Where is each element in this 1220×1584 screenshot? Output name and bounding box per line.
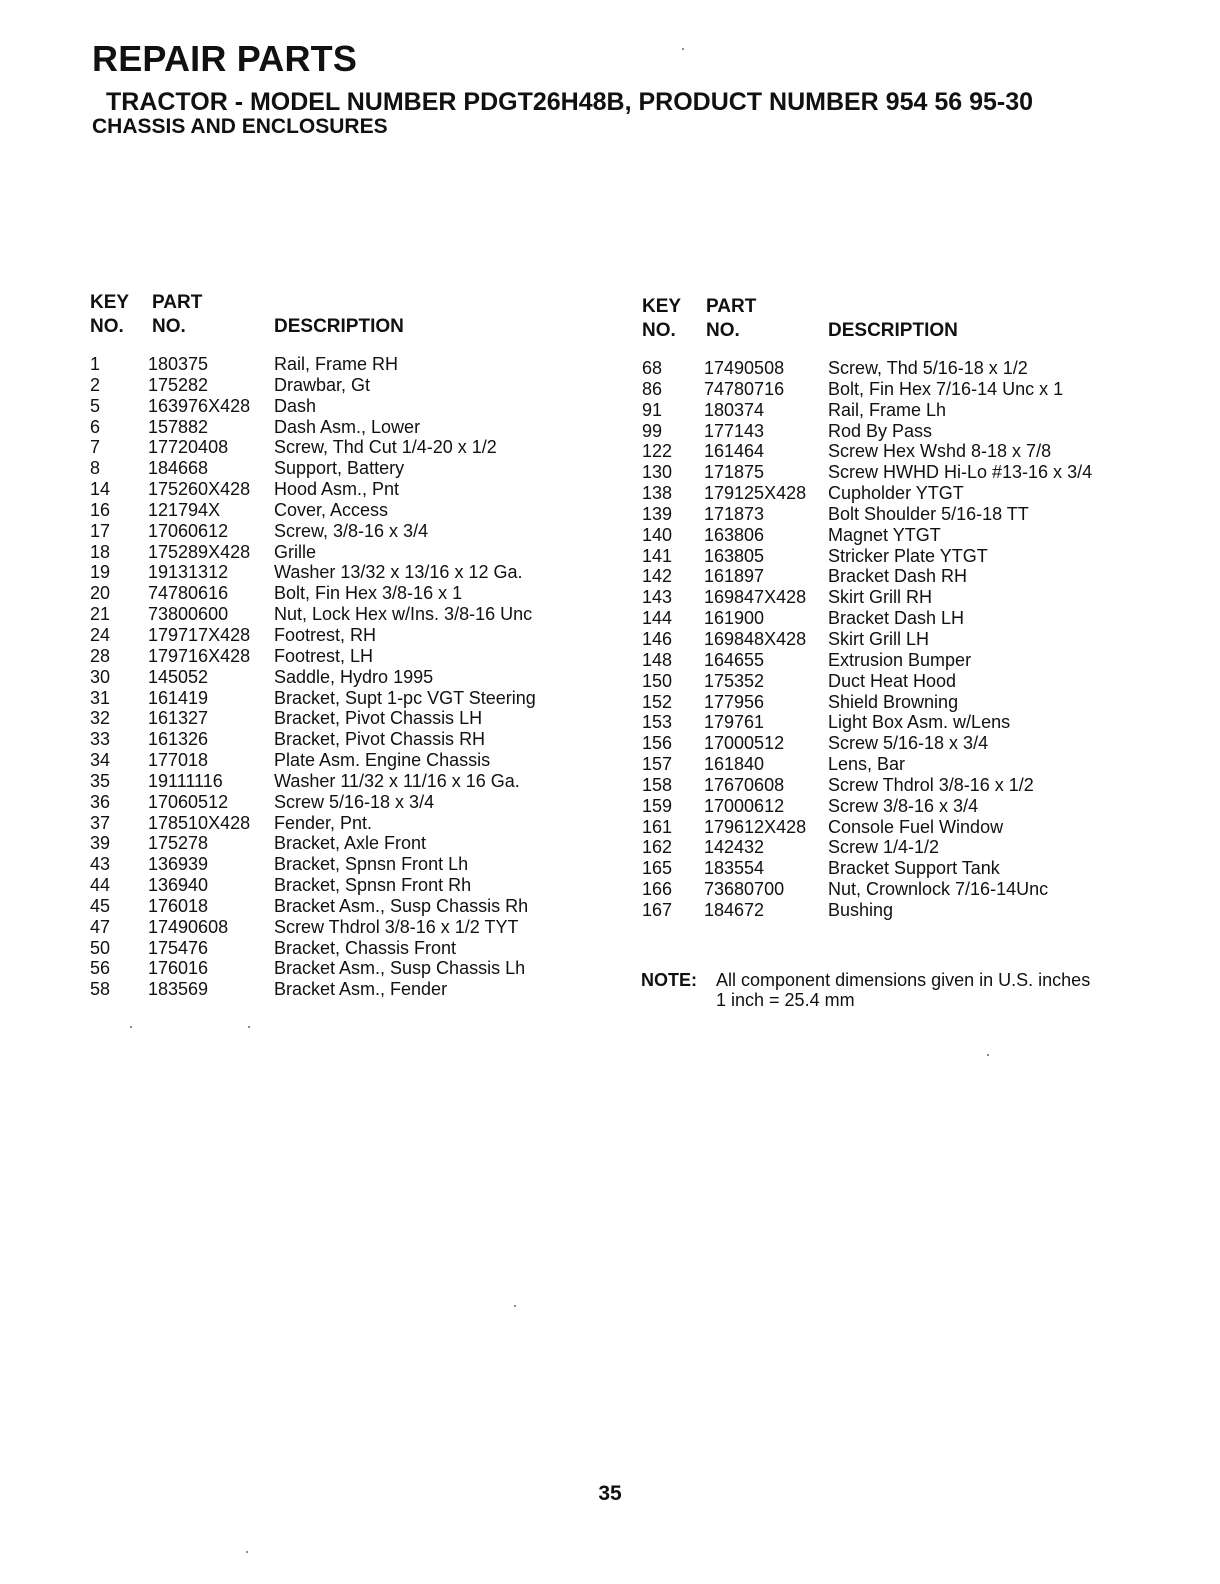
part-description: Dash xyxy=(274,395,317,416)
part-no: 121794X xyxy=(148,499,221,520)
part-no: 177956 xyxy=(704,691,765,712)
key-no: 2 xyxy=(90,374,101,395)
scan-speck xyxy=(246,1551,248,1553)
key-no: 50 xyxy=(90,937,111,958)
key-no: 152 xyxy=(642,691,673,712)
part-description: Fender, Pnt. xyxy=(274,812,373,833)
key-no: 158 xyxy=(642,774,673,795)
key-no: 86 xyxy=(642,378,663,399)
key-no: 140 xyxy=(642,524,673,545)
key-no: 8 xyxy=(90,458,101,479)
part-description: Nut, Crownlock 7/16-14Unc xyxy=(828,879,1049,900)
part-no: 175278 xyxy=(148,833,209,854)
part-no: 142432 xyxy=(704,837,765,858)
part-no: 136940 xyxy=(148,875,209,896)
part-description: Bushing xyxy=(828,899,894,920)
part-description: Support, Battery xyxy=(274,458,405,479)
part-no: 179717X428 xyxy=(148,624,251,645)
part-no: 179612X428 xyxy=(704,816,807,837)
part-description: Bracket, Supt 1-pc VGT Steering xyxy=(274,687,536,708)
part-description: Dash Asm., Lower xyxy=(274,416,421,437)
key-no: 19 xyxy=(90,562,111,583)
part-no: 171873 xyxy=(704,503,765,524)
part-no: 175476 xyxy=(148,937,209,958)
key-no: 21 xyxy=(90,604,111,625)
key-no: 36 xyxy=(90,791,111,812)
key-header-line2: NO. xyxy=(642,320,676,341)
part-description: Bolt, Fin Hex 7/16-14 Unc x 1 xyxy=(828,378,1064,399)
part-no: 161840 xyxy=(704,754,765,775)
note-line2: 1 inch = 25.4 mm xyxy=(716,990,855,1010)
part-no: 161419 xyxy=(148,687,209,708)
part-no: 183569 xyxy=(148,979,209,1000)
key-no: 99 xyxy=(642,420,663,441)
part-description: Bolt Shoulder 5/16-18 TT xyxy=(828,503,1029,524)
key-no: 138 xyxy=(642,483,673,504)
key-no: 157 xyxy=(642,754,673,775)
part-no: 161326 xyxy=(148,729,209,750)
part-no: 73680700 xyxy=(704,879,785,900)
part-description: Screw 5/16-18 x 3/4 xyxy=(274,791,435,812)
part-no: 19111116 xyxy=(148,770,223,791)
key-no: 58 xyxy=(90,979,111,1000)
part-no: 175352 xyxy=(704,670,765,691)
part-no: 179125X428 xyxy=(704,483,807,504)
key-no: 16 xyxy=(90,499,111,520)
part-description: Lens, Bar xyxy=(828,754,906,775)
part-no: 171875 xyxy=(704,462,765,483)
part-description: Bracket, Chassis Front xyxy=(274,937,457,958)
key-no: 7 xyxy=(90,437,101,458)
part-no: 184668 xyxy=(148,458,209,479)
part-description: Stricker Plate YTGT xyxy=(828,545,988,566)
part-description: Screw, Thd Cut 1/4-20 x 1/2 xyxy=(274,437,497,458)
part-no: 175282 xyxy=(148,374,209,395)
part-no: 161464 xyxy=(704,441,765,462)
key-no: 122 xyxy=(642,441,673,462)
part-no: 179716X428 xyxy=(148,645,251,666)
key-no: 143 xyxy=(642,587,673,608)
scan-speck xyxy=(987,1054,989,1056)
key-no: 31 xyxy=(90,687,111,708)
key-no: 33 xyxy=(90,729,111,750)
key-no: 148 xyxy=(642,649,673,670)
part-description: Screw 1/4-1/2 xyxy=(828,837,940,858)
part-no: 169848X428 xyxy=(704,628,807,649)
part-description: Cover, Access xyxy=(274,499,389,520)
key-no: 17 xyxy=(90,520,111,541)
part-no: 163805 xyxy=(704,545,765,566)
part-description: Drawbar, Gt xyxy=(274,374,371,395)
key-no: 162 xyxy=(642,837,673,858)
key-no: 146 xyxy=(642,628,673,649)
model-subtitle: TRACTOR - MODEL NUMBER PDGT26H48B, PRODUCT NUMBER 954 56 95-30 xyxy=(106,88,1034,116)
part-description: Extrusion Bumper xyxy=(828,649,972,670)
part-no: 17060612 xyxy=(148,520,229,541)
part-description: Hood Asm., Pnt xyxy=(274,479,400,500)
key-no: 44 xyxy=(90,875,111,896)
key-no: 156 xyxy=(642,733,673,754)
part-description: Bracket Asm., Susp Chassis Lh xyxy=(274,958,526,979)
part-description: Console Fuel Window xyxy=(828,816,1004,837)
part-header-line2: NO. xyxy=(706,320,740,341)
key-no: 45 xyxy=(90,895,111,916)
part-header-line1: PART xyxy=(706,296,757,317)
key-no: 166 xyxy=(642,879,673,900)
section-title: CHASSIS AND ENCLOSURES xyxy=(92,115,388,138)
part-description: Washer 11/32 x 11/16 x 16 Ga. xyxy=(274,770,520,791)
part-description: Bracket, Pivot Chassis RH xyxy=(274,729,486,750)
part-description: Bracket, Axle Front xyxy=(274,833,427,854)
part-no: 180374 xyxy=(704,399,765,420)
part-description: Bracket, Pivot Chassis LH xyxy=(274,708,483,729)
part-description: Rail, Frame Lh xyxy=(828,399,947,420)
scan-speck xyxy=(130,1026,132,1028)
key-header-line1: KEY xyxy=(90,292,130,313)
part-description: Rod By Pass xyxy=(828,420,933,441)
key-no: 18 xyxy=(90,541,111,562)
key-no: 14 xyxy=(90,479,111,500)
part-no: 163976X428 xyxy=(148,395,251,416)
note-label: NOTE: xyxy=(641,970,697,990)
part-description: Screw Thdrol 3/8-16 x 1/2 xyxy=(828,774,1034,795)
part-no: 17490508 xyxy=(704,358,785,378)
key-no: 150 xyxy=(642,670,673,691)
scan-speck xyxy=(682,48,684,50)
part-no: 178510X428 xyxy=(148,812,251,833)
part-description: Screw Thdrol 3/8-16 x 1/2 TYT xyxy=(274,916,519,937)
part-description: Bracket Dash LH xyxy=(828,608,965,629)
key-no: 30 xyxy=(90,666,111,687)
description-header: DESCRIPTION xyxy=(274,316,404,337)
part-no: 164655 xyxy=(704,649,765,670)
part-no: 180375 xyxy=(148,354,209,374)
part-description: Screw, 3/8-16 x 3/4 xyxy=(274,520,429,541)
key-no: 167 xyxy=(642,899,673,920)
part-no: 19131312 xyxy=(148,562,229,583)
note-line1: All component dimensions given in U.S. inches xyxy=(716,970,1091,990)
part-description: Grille xyxy=(274,541,317,562)
part-description: Shield Browning xyxy=(828,691,959,712)
key-no: 20 xyxy=(90,583,111,604)
part-description: Bracket, Spnsn Front Rh xyxy=(274,875,472,896)
part-description: Skirt Grill LH xyxy=(828,628,930,649)
part-description: Skirt Grill RH xyxy=(828,587,932,608)
part-no: 74780716 xyxy=(704,378,785,399)
key-no: 39 xyxy=(90,833,111,854)
part-no: 184672 xyxy=(704,899,765,920)
scan-speck xyxy=(514,1305,516,1307)
part-header-line1: PART xyxy=(152,292,203,313)
part-no: 176018 xyxy=(148,895,209,916)
part-description: Light Box Asm. w/Lens xyxy=(828,712,1011,733)
part-description: Bracket Asm., Susp Chassis Rh xyxy=(274,895,529,916)
part-description: Screw 3/8-16 x 3/4 xyxy=(828,795,979,816)
part-no: 74780616 xyxy=(148,583,229,604)
part-no: 161900 xyxy=(704,608,765,629)
part-description: Bracket Asm., Fender xyxy=(274,979,448,1000)
part-no: 161327 xyxy=(148,708,209,729)
key-no: 91 xyxy=(642,399,663,420)
part-description: Duct Heat Hood xyxy=(828,670,957,691)
part-no: 183554 xyxy=(704,858,765,879)
key-no: 56 xyxy=(90,958,111,979)
part-description: Rail, Frame RH xyxy=(274,354,399,374)
part-no: 17000612 xyxy=(704,795,785,816)
part-description: Screw HWHD Hi-Lo #13-16 x 3/4 xyxy=(828,462,1093,483)
part-no: 73800600 xyxy=(148,604,229,625)
part-no: 175260X428 xyxy=(148,479,251,500)
page-title: REPAIR PARTS xyxy=(92,38,358,79)
part-description: Plate Asm. Engine Chassis xyxy=(274,750,491,771)
key-no: 141 xyxy=(642,545,673,566)
key-no: 139 xyxy=(642,503,673,524)
part-no: 177018 xyxy=(148,750,209,771)
part-description: Bracket Support Tank xyxy=(828,858,1000,879)
key-no: 153 xyxy=(642,712,673,733)
part-no: 145052 xyxy=(148,666,209,687)
part-description: Cupholder YTGT xyxy=(828,483,964,504)
part-description: Screw Hex Wshd 8-18 x 7/8 xyxy=(828,441,1052,462)
part-description: Screw 5/16-18 x 3/4 xyxy=(828,733,989,754)
part-description: Magnet YTGT xyxy=(828,524,941,545)
part-no: 17490608 xyxy=(148,916,229,937)
key-no: 130 xyxy=(642,462,673,483)
part-description: Footrest, LH xyxy=(274,645,374,666)
key-no: 159 xyxy=(642,795,673,816)
key-no: 5 xyxy=(90,395,101,416)
part-no: 17000512 xyxy=(704,733,785,754)
key-no: 37 xyxy=(90,812,111,833)
part-no: 161897 xyxy=(704,566,765,587)
key-no: 165 xyxy=(642,858,673,879)
key-no: 28 xyxy=(90,645,111,666)
key-header-line1: KEY xyxy=(642,296,682,317)
part-description: Bolt, Fin Hex 3/8-16 x 1 xyxy=(274,583,463,604)
key-no: 32 xyxy=(90,708,111,729)
part-no: 177143 xyxy=(704,420,765,441)
key-no: 47 xyxy=(90,916,111,937)
part-no: 176016 xyxy=(148,958,209,979)
part-no: 17060512 xyxy=(148,791,229,812)
part-no: 169847X428 xyxy=(704,587,807,608)
part-no: 17670608 xyxy=(704,774,785,795)
part-description: Bracket Dash RH xyxy=(828,566,968,587)
part-no: 179761 xyxy=(704,712,765,733)
scan-speck xyxy=(248,1026,250,1028)
key-no: 6 xyxy=(90,416,101,437)
part-no: 136939 xyxy=(148,854,209,875)
key-no: 43 xyxy=(90,854,111,875)
key-no: 1 xyxy=(90,354,101,374)
part-header-line2: NO. xyxy=(152,316,186,337)
part-no: 175289X428 xyxy=(148,541,251,562)
part-no: 163806 xyxy=(704,524,765,545)
key-header-line2: NO. xyxy=(90,316,124,337)
key-no: 68 xyxy=(642,358,663,378)
key-no: 144 xyxy=(642,608,673,629)
part-no: 157882 xyxy=(148,416,209,437)
key-no: 24 xyxy=(90,624,111,645)
key-no: 35 xyxy=(90,770,111,791)
key-no: 161 xyxy=(642,816,673,837)
part-description: Bracket, Spnsn Front Lh xyxy=(274,854,469,875)
part-description: Screw, Thd 5/16-18 x 1/2 xyxy=(828,358,1028,378)
part-no: 17720408 xyxy=(148,437,229,458)
description-header: DESCRIPTION xyxy=(828,320,958,341)
page-number: 35 xyxy=(598,1482,622,1505)
part-description: Washer 13/32 x 13/16 x 12 Ga. xyxy=(274,562,523,583)
key-no: 34 xyxy=(90,750,111,771)
part-description: Footrest, RH xyxy=(274,624,377,645)
key-no: 142 xyxy=(642,566,673,587)
part-description: Saddle, Hydro 1995 xyxy=(274,666,434,687)
part-description: Nut, Lock Hex w/Ins. 3/8-16 Unc xyxy=(274,604,533,625)
